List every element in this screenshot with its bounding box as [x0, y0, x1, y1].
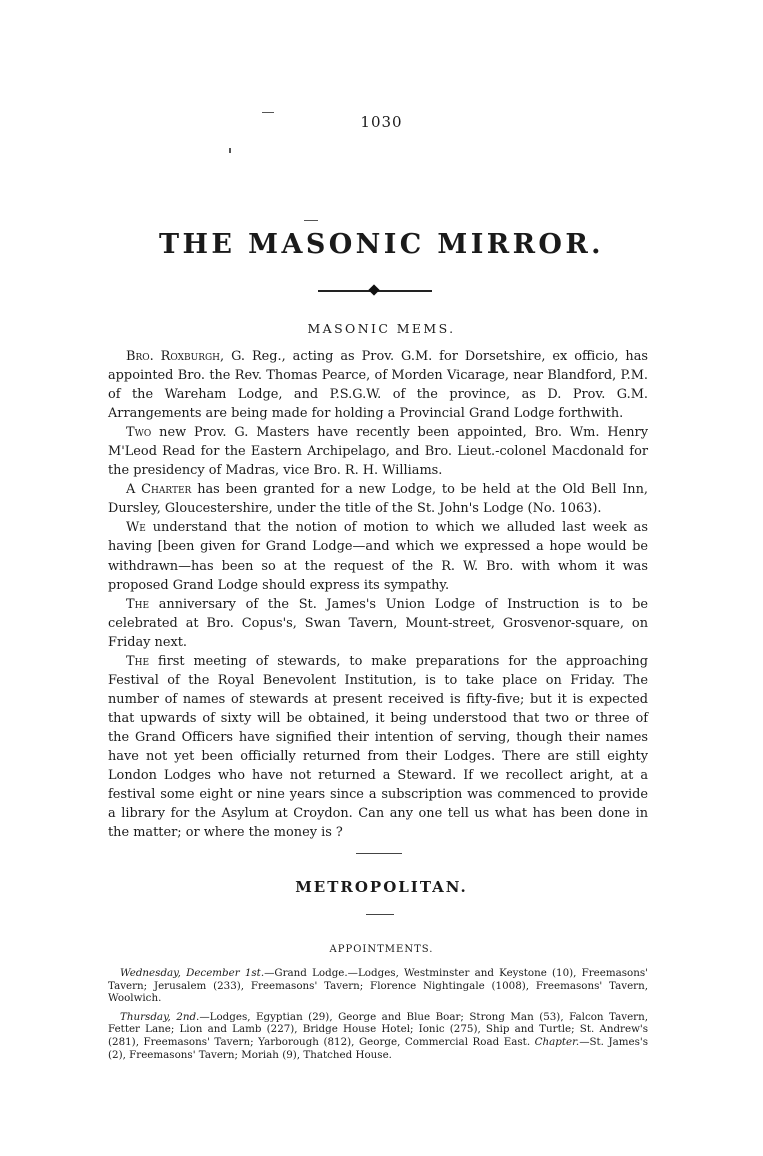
- mems-paragraph: [108, 347, 648, 423]
- chapter-label: Chapter.: [534, 1035, 580, 1048]
- paragraph-lead: Bro. Roxburgh,: [126, 349, 225, 364]
- paragraph-lead: The: [126, 596, 150, 612]
- masonic-mems-body: [108, 347, 648, 842]
- paragraph-text: new Prov. G. Masters have recently been appointed, Bro. Wm. Henry M'Leod Read for the Eastern Archipelago, and Bro. Lieut.-colonel Macdonald for the presidency of Madras, vice Bro. R. H. Williams.: [108, 425, 648, 479]
- paragraph-text: understand that the notion of motion to which we alluded last week as having [been given for Grand Lodge—and which we expressed a hope would be withdrawn—has been so at the request of the R. W. Bro. with whom it was proposed Grand Lodge should express its sympathy.: [108, 520, 648, 593]
- ink-speck: [262, 112, 274, 113]
- appointment-text: —Grand Lodge.—Lodges, Westminster and Keystone (10), Freemasons' Tavern; Jerusalem (233), Freemasons' Tavern; Florence Nightingale (1008), Freemasons' Tavern, Woolwich.: [108, 967, 648, 1005]
- mems-paragraph: [108, 480, 648, 518]
- appointment-entry: [108, 967, 648, 1005]
- page-title: THE MASONIC MIRROR.: [159, 229, 604, 260]
- chapter-text: —St. James's (2), Freemasons' Tavern; Moriah (9), Thatched House.: [108, 1035, 649, 1061]
- appointments-heading: APPOINTMENTS.: [329, 944, 434, 955]
- paragraph-text: G. Reg., acting as Prov. G.M. for Dorsetshire, ex officio, has appointed Bro. the Rev. Thomas Pearce, of Morden Vicarage, near Blandford, P.M. of the Wareham Lodge, and P.S.G.W. of the province, as D. Prov. G.M. Arrangements are being made for holding a Provincial Grand Lodge forthwith.: [108, 349, 648, 422]
- mems-paragraph: [108, 423, 648, 480]
- paragraph-lead: Two: [126, 425, 152, 441]
- paragraph-text: anniversary of the St. James's Union Lodge of Instruction is to be celebrated at Bro. Copus's, Swan Tavern, Mount-street, Grosvenor-square, on Friday next.: [108, 596, 648, 650]
- paragraph-text: first meeting of stewards, to make preparations for the approaching Festival of the Royal Benevolent Institution, is to take place on Friday. The number of names of stewards at present received is fifty-five; but it is expected that upwards of sixty will be obtained, it being understood that two or three of the Grand Officers have signified their intention of serving, though their names have not yet been officially returned from their Lodges. There are still eighty London Lodges who have not returned a Steward. If we recollect aright, at a festival some eight or nine years since a subscription was commenced to provide a library for the Asylum at Croydon. Can any one tell us what has been done in the matter; or where the money is ?: [108, 653, 648, 841]
- page-number: 1030: [360, 113, 403, 131]
- masonic-mems-heading: MASONIC MEMS.: [307, 321, 456, 336]
- ornament-diamond: [368, 284, 379, 295]
- section-divider: [366, 914, 394, 915]
- ink-speck: [304, 220, 318, 221]
- appointment-day: Thursday, 2nd.: [120, 1010, 200, 1023]
- appointment-day: Wednesday, December 1st.: [120, 967, 265, 979]
- paragraph-text: has been granted for a new Lodge, to be held at the Old Bell Inn, Dursley, Gloucestershire, under the title of the St. John's Lodge (No. 1063).: [108, 482, 648, 517]
- paragraph-lead: We: [126, 520, 146, 536]
- appointments-body: [108, 967, 648, 1067]
- paragraph-lead: The: [126, 653, 150, 669]
- appointment-text: —Lodges, Egyptian (29), George and Blue Boar; Strong Man (53), Falcon Tavern, Fetter Lane; Lion and Lamb (227), Bridge House Hotel; Ionic (275), Ship and Turtle; St. Andrew's (281), Freemasons' Tavern; Yarborough (812), George, Commercial Road East.: [108, 1010, 648, 1048]
- paragraph-lead: A Charter: [126, 482, 192, 498]
- mems-paragraph: [108, 652, 648, 842]
- mems-paragraph: [108, 518, 648, 594]
- appointment-entry: [108, 1011, 648, 1061]
- mems-paragraph: [108, 595, 648, 652]
- ink-speck: [229, 148, 231, 153]
- metropolitan-heading: METROPOLITAN.: [295, 878, 468, 896]
- section-divider: [356, 853, 402, 854]
